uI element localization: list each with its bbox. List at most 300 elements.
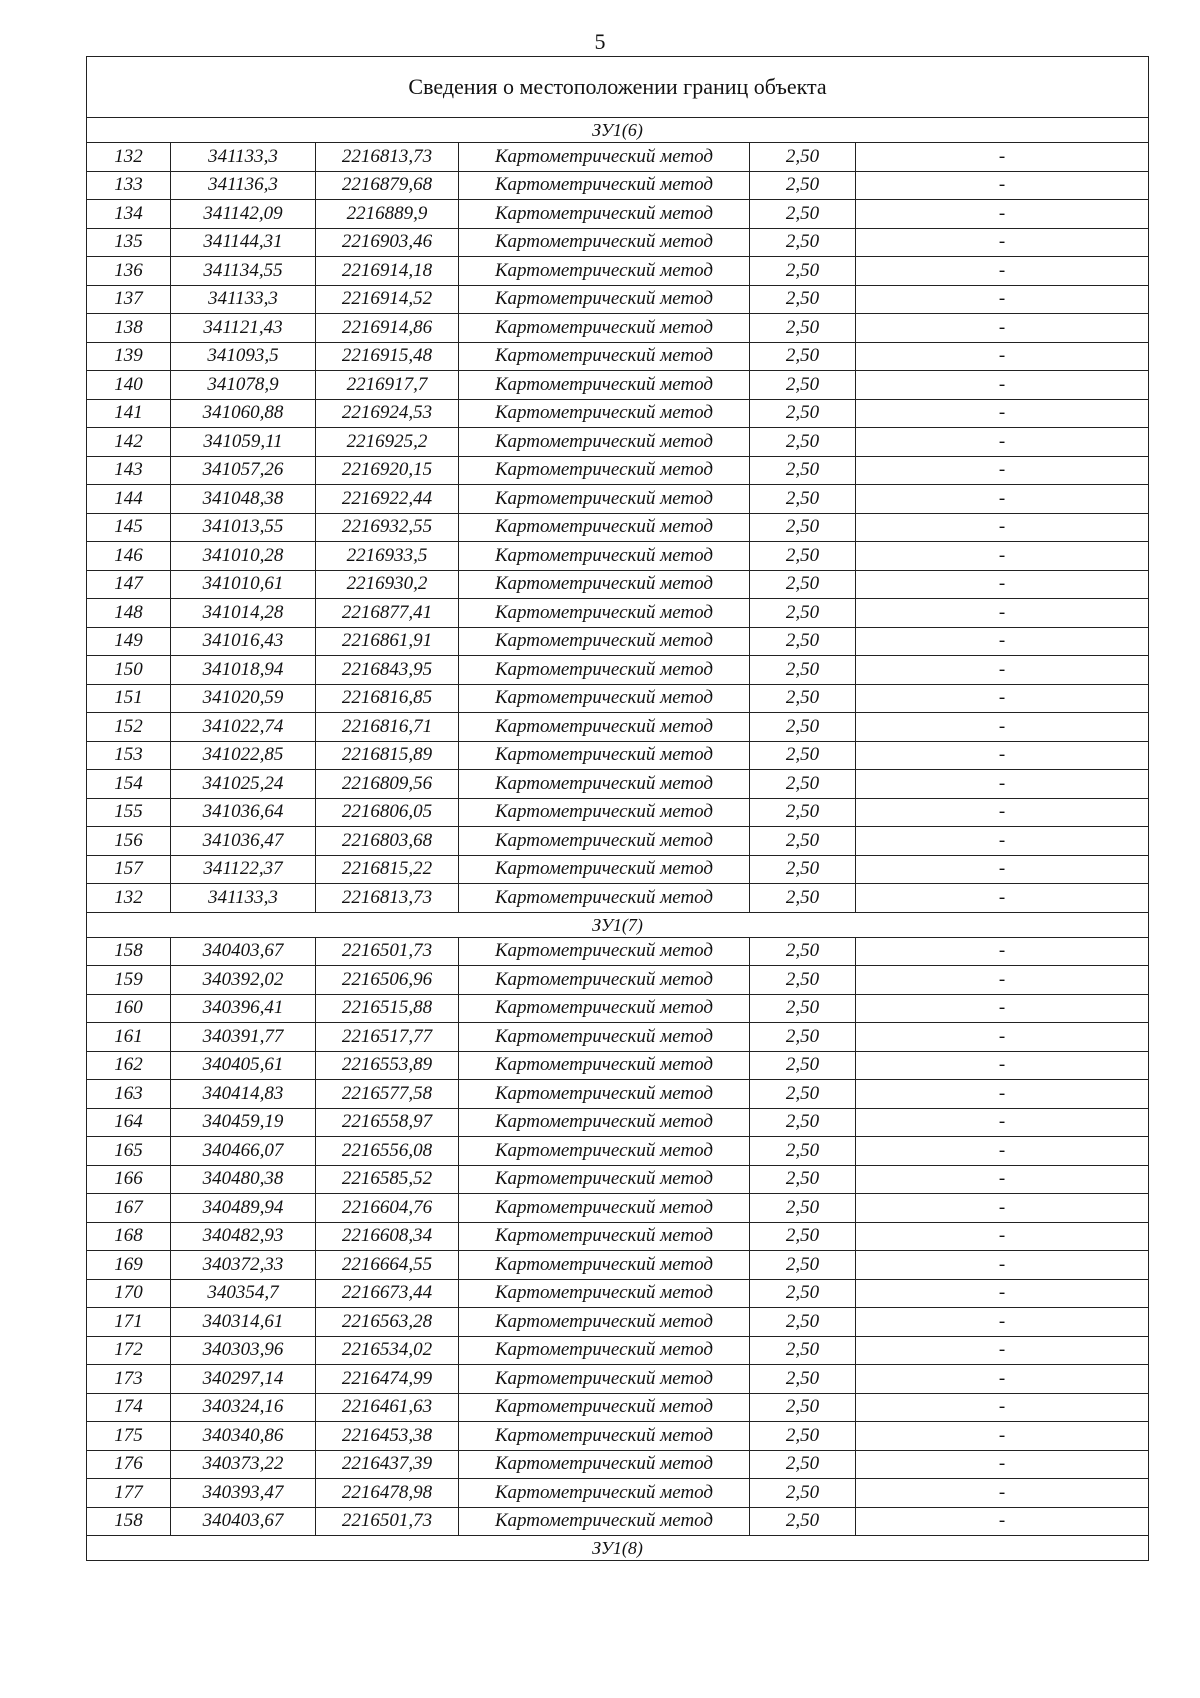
- point-number-cell: 154: [87, 770, 171, 799]
- table-row: [87, 770, 1149, 799]
- table-row: [87, 143, 1149, 172]
- method-cell: Картометрический метод: [459, 228, 750, 257]
- table-row: [87, 428, 1149, 457]
- x-coordinate-cell: 340403,67: [171, 937, 316, 966]
- y-coordinate-cell: 2216933,5: [316, 542, 459, 571]
- description-cell: -: [856, 684, 1149, 713]
- description-cell: -: [856, 285, 1149, 314]
- accuracy-cell: 2,50: [750, 937, 856, 966]
- y-coordinate-cell: 2216453,38: [316, 1422, 459, 1451]
- table-row: [87, 1507, 1149, 1536]
- method-cell: Картометрический метод: [459, 371, 750, 400]
- method-cell: Картометрический метод: [459, 1393, 750, 1422]
- method-cell: Картометрический метод: [459, 257, 750, 286]
- x-coordinate-cell: 341057,26: [171, 456, 316, 485]
- point-number-cell: 149: [87, 627, 171, 656]
- method-cell: Картометрический метод: [459, 1365, 750, 1394]
- x-coordinate-cell: 341122,37: [171, 855, 316, 884]
- description-cell: -: [856, 1393, 1149, 1422]
- y-coordinate-cell: 2216843,95: [316, 656, 459, 685]
- method-cell: Картометрический метод: [459, 798, 750, 827]
- y-coordinate-cell: 2216474,99: [316, 1365, 459, 1394]
- point-number-cell: 141: [87, 399, 171, 428]
- method-cell: Картометрический метод: [459, 770, 750, 799]
- description-cell: -: [856, 143, 1149, 172]
- point-number-cell: 142: [87, 428, 171, 457]
- table-row: [87, 1336, 1149, 1365]
- point-number-cell: 137: [87, 285, 171, 314]
- accuracy-cell: 2,50: [750, 713, 856, 742]
- method-cell: Картометрический метод: [459, 456, 750, 485]
- point-number-cell: 133: [87, 171, 171, 200]
- accuracy-cell: 2,50: [750, 285, 856, 314]
- point-number-cell: 158: [87, 937, 171, 966]
- x-coordinate-cell: 340466,07: [171, 1137, 316, 1166]
- point-number-cell: 152: [87, 713, 171, 742]
- point-number-cell: 144: [87, 485, 171, 514]
- table-row: [87, 314, 1149, 343]
- accuracy-cell: 2,50: [750, 143, 856, 172]
- table-row: [87, 1365, 1149, 1394]
- description-cell: -: [856, 966, 1149, 995]
- accuracy-cell: 2,50: [750, 200, 856, 229]
- accuracy-cell: 2,50: [750, 485, 856, 514]
- accuracy-cell: 2,50: [750, 456, 856, 485]
- accuracy-cell: 2,50: [750, 228, 856, 257]
- x-coordinate-cell: 340414,83: [171, 1080, 316, 1109]
- description-cell: -: [856, 1365, 1149, 1394]
- point-number-cell: 170: [87, 1279, 171, 1308]
- x-coordinate-cell: 340303,96: [171, 1336, 316, 1365]
- accuracy-cell: 2,50: [750, 1251, 856, 1280]
- table-row: [87, 1108, 1149, 1137]
- description-cell: -: [856, 1080, 1149, 1109]
- accuracy-cell: 2,50: [750, 827, 856, 856]
- method-cell: Картометрический метод: [459, 1165, 750, 1194]
- description-cell: -: [856, 570, 1149, 599]
- accuracy-cell: 2,50: [750, 741, 856, 770]
- point-number-cell: 156: [87, 827, 171, 856]
- method-cell: Картометрический метод: [459, 1023, 750, 1052]
- description-cell: -: [856, 428, 1149, 457]
- y-coordinate-cell: 2216877,41: [316, 599, 459, 628]
- x-coordinate-cell: 341020,59: [171, 684, 316, 713]
- table-row: [87, 599, 1149, 628]
- table-row: [87, 1251, 1149, 1280]
- point-number-cell: 167: [87, 1194, 171, 1223]
- y-coordinate-cell: 2216903,46: [316, 228, 459, 257]
- y-coordinate-cell: 2216815,22: [316, 855, 459, 884]
- table-row: [87, 542, 1149, 571]
- point-number-cell: 147: [87, 570, 171, 599]
- method-cell: Картометрический метод: [459, 937, 750, 966]
- y-coordinate-cell: 2216558,97: [316, 1108, 459, 1137]
- table-row: [87, 884, 1149, 913]
- method-cell: Картометрический метод: [459, 485, 750, 514]
- method-cell: Картометрический метод: [459, 599, 750, 628]
- method-cell: Картометрический метод: [459, 143, 750, 172]
- method-cell: Картометрический метод: [459, 1422, 750, 1451]
- y-coordinate-cell: 2216930,2: [316, 570, 459, 599]
- description-cell: -: [856, 884, 1149, 913]
- y-coordinate-cell: 2216556,08: [316, 1137, 459, 1166]
- table-row: [87, 257, 1149, 286]
- x-coordinate-cell: 340489,94: [171, 1194, 316, 1223]
- y-coordinate-cell: 2216809,56: [316, 770, 459, 799]
- point-number-cell: 164: [87, 1108, 171, 1137]
- point-number-cell: 177: [87, 1479, 171, 1508]
- y-coordinate-cell: 2216816,71: [316, 713, 459, 742]
- description-cell: -: [856, 314, 1149, 343]
- description-cell: -: [856, 1450, 1149, 1479]
- y-coordinate-cell: 2216917,7: [316, 371, 459, 400]
- description-cell: -: [856, 937, 1149, 966]
- y-coordinate-cell: 2216478,98: [316, 1479, 459, 1508]
- point-number-cell: 173: [87, 1365, 171, 1394]
- accuracy-cell: 2,50: [750, 1450, 856, 1479]
- table-row: [87, 200, 1149, 229]
- accuracy-cell: 2,50: [750, 855, 856, 884]
- y-coordinate-cell: 2216889,9: [316, 200, 459, 229]
- method-cell: Картометрический метод: [459, 1336, 750, 1365]
- accuracy-cell: 2,50: [750, 1279, 856, 1308]
- method-cell: Картометрический метод: [459, 1279, 750, 1308]
- description-cell: -: [856, 1251, 1149, 1280]
- boundary-table: [86, 56, 1149, 1561]
- description-cell: -: [856, 827, 1149, 856]
- description-cell: -: [856, 1479, 1149, 1508]
- y-coordinate-cell: 2216813,73: [316, 884, 459, 913]
- table-row: [87, 171, 1149, 200]
- description-cell: -: [856, 228, 1149, 257]
- accuracy-cell: 2,50: [750, 1422, 856, 1451]
- y-coordinate-cell: 2216932,55: [316, 513, 459, 542]
- description-cell: -: [856, 171, 1149, 200]
- description-cell: -: [856, 1023, 1149, 1052]
- y-coordinate-cell: 2216534,02: [316, 1336, 459, 1365]
- method-cell: Картометрический метод: [459, 656, 750, 685]
- section-name: ЗУ1(7): [87, 912, 1149, 937]
- description-cell: -: [856, 855, 1149, 884]
- point-number-cell: 168: [87, 1222, 171, 1251]
- description-cell: -: [856, 1507, 1149, 1536]
- x-coordinate-cell: 341025,24: [171, 770, 316, 799]
- x-coordinate-cell: 340324,16: [171, 1393, 316, 1422]
- table-row: [87, 741, 1149, 770]
- point-number-cell: 171: [87, 1308, 171, 1337]
- y-coordinate-cell: 2216806,05: [316, 798, 459, 827]
- point-number-cell: 138: [87, 314, 171, 343]
- description-cell: -: [856, 1051, 1149, 1080]
- accuracy-cell: 2,50: [750, 542, 856, 571]
- accuracy-cell: 2,50: [750, 371, 856, 400]
- y-coordinate-cell: 2216577,58: [316, 1080, 459, 1109]
- x-coordinate-cell: 341078,9: [171, 371, 316, 400]
- y-coordinate-cell: 2216914,86: [316, 314, 459, 343]
- method-cell: Картометрический метод: [459, 1137, 750, 1166]
- table-row: [87, 1023, 1149, 1052]
- y-coordinate-cell: 2216461,63: [316, 1393, 459, 1422]
- method-cell: Картометрический метод: [459, 285, 750, 314]
- x-coordinate-cell: 341142,09: [171, 200, 316, 229]
- table-row: [87, 937, 1149, 966]
- description-cell: -: [856, 342, 1149, 371]
- method-cell: Картометрический метод: [459, 627, 750, 656]
- y-coordinate-cell: 2216815,89: [316, 741, 459, 770]
- y-coordinate-cell: 2216813,73: [316, 143, 459, 172]
- point-number-cell: 150: [87, 656, 171, 685]
- x-coordinate-cell: 340403,67: [171, 1507, 316, 1536]
- y-coordinate-cell: 2216501,73: [316, 937, 459, 966]
- x-coordinate-cell: 340297,14: [171, 1365, 316, 1394]
- table-row: [87, 1479, 1149, 1508]
- accuracy-cell: 2,50: [750, 342, 856, 371]
- method-cell: Картометрический метод: [459, 855, 750, 884]
- point-number-cell: 169: [87, 1251, 171, 1280]
- table-row: [87, 570, 1149, 599]
- method-cell: Картометрический метод: [459, 200, 750, 229]
- x-coordinate-cell: 341136,3: [171, 171, 316, 200]
- point-number-cell: 166: [87, 1165, 171, 1194]
- y-coordinate-cell: 2216585,52: [316, 1165, 459, 1194]
- accuracy-cell: 2,50: [750, 684, 856, 713]
- table-row: [87, 342, 1149, 371]
- accuracy-cell: 2,50: [750, 513, 856, 542]
- y-coordinate-cell: 2216925,2: [316, 428, 459, 457]
- accuracy-cell: 2,50: [750, 1108, 856, 1137]
- accuracy-cell: 2,50: [750, 399, 856, 428]
- x-coordinate-cell: 340373,22: [171, 1450, 316, 1479]
- accuracy-cell: 2,50: [750, 1507, 856, 1536]
- point-number-cell: 165: [87, 1137, 171, 1166]
- description-cell: -: [856, 257, 1149, 286]
- table-row: [87, 627, 1149, 656]
- section-header-row: [87, 118, 1149, 143]
- method-cell: Картометрический метод: [459, 342, 750, 371]
- x-coordinate-cell: 340480,38: [171, 1165, 316, 1194]
- point-number-cell: 174: [87, 1393, 171, 1422]
- x-coordinate-cell: 340393,47: [171, 1479, 316, 1508]
- table-row: [87, 656, 1149, 685]
- method-cell: Картометрический метод: [459, 1051, 750, 1080]
- x-coordinate-cell: 340392,02: [171, 966, 316, 995]
- accuracy-cell: 2,50: [750, 798, 856, 827]
- point-number-cell: 140: [87, 371, 171, 400]
- description-cell: -: [856, 1108, 1149, 1137]
- point-number-cell: 153: [87, 741, 171, 770]
- accuracy-cell: 2,50: [750, 314, 856, 343]
- y-coordinate-cell: 2216501,73: [316, 1507, 459, 1536]
- x-coordinate-cell: 341134,55: [171, 257, 316, 286]
- y-coordinate-cell: 2216604,76: [316, 1194, 459, 1223]
- accuracy-cell: 2,50: [750, 1365, 856, 1394]
- accuracy-cell: 2,50: [750, 656, 856, 685]
- description-cell: -: [856, 713, 1149, 742]
- x-coordinate-cell: 341036,64: [171, 798, 316, 827]
- method-cell: Картометрический метод: [459, 1108, 750, 1137]
- method-cell: Картометрический метод: [459, 1080, 750, 1109]
- x-coordinate-cell: 341018,94: [171, 656, 316, 685]
- y-coordinate-cell: 2216816,85: [316, 684, 459, 713]
- x-coordinate-cell: 341022,85: [171, 741, 316, 770]
- description-cell: -: [856, 741, 1149, 770]
- accuracy-cell: 2,50: [750, 1479, 856, 1508]
- accuracy-cell: 2,50: [750, 171, 856, 200]
- accuracy-cell: 2,50: [750, 994, 856, 1023]
- point-number-cell: 143: [87, 456, 171, 485]
- table-row: [87, 513, 1149, 542]
- table-title-row: [87, 57, 1149, 118]
- description-cell: -: [856, 770, 1149, 799]
- method-cell: Картометрический метод: [459, 1450, 750, 1479]
- y-coordinate-cell: 2216517,77: [316, 1023, 459, 1052]
- table-row: [87, 1450, 1149, 1479]
- table-row: [87, 713, 1149, 742]
- point-number-cell: 134: [87, 200, 171, 229]
- table-row: [87, 1165, 1149, 1194]
- point-number-cell: 172: [87, 1336, 171, 1365]
- method-cell: Картометрический метод: [459, 513, 750, 542]
- accuracy-cell: 2,50: [750, 627, 856, 656]
- method-cell: Картометрический метод: [459, 542, 750, 571]
- table-row: [87, 1137, 1149, 1166]
- table-row: [87, 371, 1149, 400]
- y-coordinate-cell: 2216673,44: [316, 1279, 459, 1308]
- accuracy-cell: 2,50: [750, 1222, 856, 1251]
- section-name: ЗУ1(6): [87, 118, 1149, 143]
- point-number-cell: 155: [87, 798, 171, 827]
- method-cell: Картометрический метод: [459, 1507, 750, 1536]
- accuracy-cell: 2,50: [750, 1393, 856, 1422]
- point-number-cell: 145: [87, 513, 171, 542]
- description-cell: -: [856, 1422, 1149, 1451]
- table-row: [87, 285, 1149, 314]
- point-number-cell: 160: [87, 994, 171, 1023]
- description-cell: -: [856, 627, 1149, 656]
- point-number-cell: 158: [87, 1507, 171, 1536]
- method-cell: Картометрический метод: [459, 314, 750, 343]
- x-coordinate-cell: 341133,3: [171, 143, 316, 172]
- point-number-cell: 135: [87, 228, 171, 257]
- point-number-cell: 148: [87, 599, 171, 628]
- x-coordinate-cell: 340482,93: [171, 1222, 316, 1251]
- y-coordinate-cell: 2216915,48: [316, 342, 459, 371]
- point-number-cell: 159: [87, 966, 171, 995]
- point-number-cell: 175: [87, 1422, 171, 1451]
- x-coordinate-cell: 340391,77: [171, 1023, 316, 1052]
- point-number-cell: 146: [87, 542, 171, 571]
- y-coordinate-cell: 2216803,68: [316, 827, 459, 856]
- method-cell: Картометрический метод: [459, 684, 750, 713]
- accuracy-cell: 2,50: [750, 1080, 856, 1109]
- table-row: [87, 1422, 1149, 1451]
- y-coordinate-cell: 2216608,34: [316, 1222, 459, 1251]
- method-cell: Картометрический метод: [459, 1194, 750, 1223]
- x-coordinate-cell: 340405,61: [171, 1051, 316, 1080]
- x-coordinate-cell: 340459,19: [171, 1108, 316, 1137]
- table-row: [87, 1194, 1149, 1223]
- method-cell: Картометрический метод: [459, 171, 750, 200]
- boundary-table-container: [86, 56, 1148, 1561]
- point-number-cell: 157: [87, 855, 171, 884]
- x-coordinate-cell: 341133,3: [171, 884, 316, 913]
- table-row: [87, 1080, 1149, 1109]
- y-coordinate-cell: 2216914,18: [316, 257, 459, 286]
- x-coordinate-cell: 340372,33: [171, 1251, 316, 1280]
- description-cell: -: [856, 399, 1149, 428]
- description-cell: -: [856, 994, 1149, 1023]
- accuracy-cell: 2,50: [750, 966, 856, 995]
- point-number-cell: 151: [87, 684, 171, 713]
- section-name: ЗУ1(8): [87, 1536, 1149, 1561]
- x-coordinate-cell: 341048,38: [171, 485, 316, 514]
- y-coordinate-cell: 2216515,88: [316, 994, 459, 1023]
- y-coordinate-cell: 2216553,89: [316, 1051, 459, 1080]
- description-cell: -: [856, 1308, 1149, 1337]
- y-coordinate-cell: 2216924,53: [316, 399, 459, 428]
- method-cell: Картометрический метод: [459, 741, 750, 770]
- point-number-cell: 162: [87, 1051, 171, 1080]
- point-number-cell: 136: [87, 257, 171, 286]
- description-cell: -: [856, 200, 1149, 229]
- y-coordinate-cell: 2216437,39: [316, 1450, 459, 1479]
- x-coordinate-cell: 341022,74: [171, 713, 316, 742]
- method-cell: Картометрический метод: [459, 713, 750, 742]
- x-coordinate-cell: 340314,61: [171, 1308, 316, 1337]
- table-row: [87, 1308, 1149, 1337]
- accuracy-cell: 2,50: [750, 1051, 856, 1080]
- x-coordinate-cell: 341059,11: [171, 428, 316, 457]
- method-cell: Картометрический метод: [459, 827, 750, 856]
- description-cell: -: [856, 656, 1149, 685]
- accuracy-cell: 2,50: [750, 1336, 856, 1365]
- accuracy-cell: 2,50: [750, 428, 856, 457]
- point-number-cell: 161: [87, 1023, 171, 1052]
- method-cell: Картометрический метод: [459, 1308, 750, 1337]
- table-row: [87, 994, 1149, 1023]
- point-number-cell: 139: [87, 342, 171, 371]
- method-cell: Картометрический метод: [459, 1222, 750, 1251]
- x-coordinate-cell: 341060,88: [171, 399, 316, 428]
- y-coordinate-cell: 2216920,15: [316, 456, 459, 485]
- description-cell: -: [856, 1194, 1149, 1223]
- x-coordinate-cell: 341010,61: [171, 570, 316, 599]
- section-header-row: [87, 912, 1149, 937]
- x-coordinate-cell: 340340,86: [171, 1422, 316, 1451]
- section-header-row: [87, 1536, 1149, 1561]
- y-coordinate-cell: 2216879,68: [316, 171, 459, 200]
- accuracy-cell: 2,50: [750, 1194, 856, 1223]
- description-cell: -: [856, 1165, 1149, 1194]
- table-row: [87, 1393, 1149, 1422]
- page-number: 5: [594, 29, 606, 54]
- y-coordinate-cell: 2216664,55: [316, 1251, 459, 1280]
- accuracy-cell: 2,50: [750, 1023, 856, 1052]
- description-cell: -: [856, 599, 1149, 628]
- method-cell: Картометрический метод: [459, 428, 750, 457]
- description-cell: -: [856, 456, 1149, 485]
- x-coordinate-cell: 341036,47: [171, 827, 316, 856]
- description-cell: -: [856, 1222, 1149, 1251]
- accuracy-cell: 2,50: [750, 599, 856, 628]
- table-row: [87, 827, 1149, 856]
- x-coordinate-cell: 341010,28: [171, 542, 316, 571]
- accuracy-cell: 2,50: [750, 770, 856, 799]
- method-cell: Картометрический метод: [459, 570, 750, 599]
- x-coordinate-cell: 340354,7: [171, 1279, 316, 1308]
- description-cell: -: [856, 1336, 1149, 1365]
- table-row: [87, 399, 1149, 428]
